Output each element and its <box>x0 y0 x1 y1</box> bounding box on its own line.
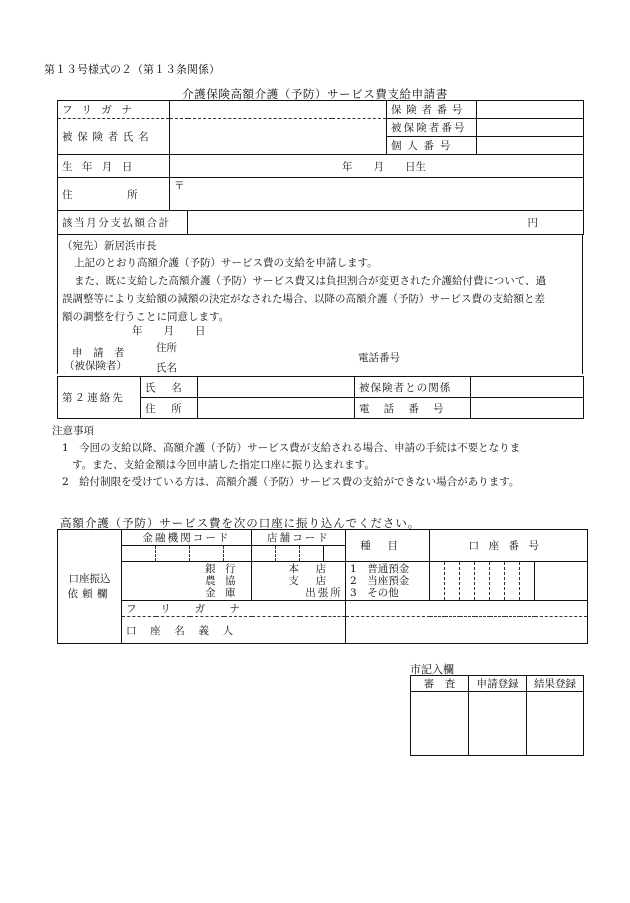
holder-furigana-label: フリガナ <box>122 601 346 617</box>
inst-bank: 銀行 <box>205 563 246 575</box>
yen-unit: 円 <box>527 217 538 229</box>
note-item-1: 1 今回の支給以降、高額介護（予防）サービス費が支給される場合、申請の手続は不要となりま <box>62 442 521 454</box>
declaration-line-3: 誤調整等により支給額の減額の決定がなされた場合、以降の高額介護（予防）サービス費の支給額と差 <box>62 293 545 305</box>
bank-table <box>57 529 588 644</box>
bank-code-digit-4[interactable] <box>224 546 252 562</box>
office-table <box>410 675 584 756</box>
type-current: 2 当座預金 <box>350 575 410 587</box>
address-label: 住所 <box>58 178 170 211</box>
notes-heading: 注意事項 <box>52 425 94 437</box>
contact-name-label: 氏名 <box>141 377 198 398</box>
type-ordinary: 1 普通預金 <box>350 563 410 575</box>
holder-field[interactable] <box>346 617 588 644</box>
account-digit-1[interactable] <box>430 562 445 601</box>
form-number: 第１３号様式の２（第１３条関係） <box>44 63 220 76</box>
account-digit-7[interactable] <box>520 562 535 601</box>
bank-code-digit-1[interactable] <box>122 546 156 562</box>
applicant-label: 申 請 者 <box>72 347 125 359</box>
account-digit-5[interactable] <box>490 562 505 601</box>
postal-mark: 〒 <box>174 180 185 192</box>
personal-number-label: 個人番号 <box>387 137 477 155</box>
contact-relation-label: 被保険者との関係 <box>355 377 471 398</box>
applicant-table <box>57 100 584 235</box>
contact-phone-label: 電話番号 <box>355 398 471 419</box>
address-field[interactable] <box>170 178 584 211</box>
contact-relation-field[interactable] <box>471 377 584 398</box>
holder-label: 口座名義人 <box>122 617 346 644</box>
insured-number-field[interactable] <box>477 119 584 137</box>
branch-type[interactable] <box>252 562 346 601</box>
institution-type[interactable] <box>122 562 252 601</box>
office-application-field[interactable] <box>469 692 527 756</box>
birth-date-field[interactable]: 年 月 日生 <box>170 155 584 178</box>
account-spare <box>535 562 588 601</box>
applicant-name-label: 氏名 <box>156 362 177 374</box>
branch-code-digit-3[interactable] <box>300 546 324 562</box>
applicant-sub-label: （被保険者） <box>64 360 127 372</box>
office-col-application: 申請登録 <box>469 676 527 692</box>
declaration-line-4: 額の調整を行うことに同意します。 <box>62 311 230 323</box>
branch-branch: 支店 <box>288 575 344 587</box>
personal-number-field[interactable] <box>477 137 584 155</box>
notes-section <box>52 423 592 491</box>
addressee: （宛先）新居浜市長 <box>62 240 157 252</box>
contact-table <box>57 376 584 419</box>
insured-name-field[interactable] <box>170 119 387 155</box>
total-label: 該当月分支払額合計 <box>58 211 188 235</box>
account-digit-3[interactable] <box>460 562 475 601</box>
insurer-number-label: 保険者番号 <box>387 101 477 119</box>
office-heading: 市記入欄 <box>410 663 454 676</box>
note-item-1-cont: す。また、支給金額は今回申請した指定口座に振り込まれます。 <box>72 459 375 471</box>
declaration-line-1: 上記のとおり高額介護（予防）サービス費の支給を申請します。 <box>74 257 378 269</box>
insured-name-label: 被保険者氏名 <box>58 119 170 155</box>
holder-furigana-field[interactable] <box>346 601 588 617</box>
type-other: 3 その他 <box>350 587 399 599</box>
account-digit-4[interactable] <box>475 562 490 601</box>
bank-code-digit-3[interactable] <box>190 546 224 562</box>
declaration-box <box>57 234 583 374</box>
furigana-field[interactable] <box>170 101 387 119</box>
office-col-result: 結果登録 <box>527 676 584 692</box>
branch-code-digit-2[interactable] <box>276 546 300 562</box>
contact-address-label: 住所 <box>141 398 198 419</box>
bank-code-digit-2[interactable] <box>156 546 190 562</box>
bank-side-label <box>58 530 122 644</box>
account-type[interactable] <box>346 562 430 601</box>
account-number-header: 口座番号 <box>430 530 588 562</box>
contact-address-field[interactable] <box>198 398 355 419</box>
office-result-field[interactable] <box>527 692 584 756</box>
branch-code-header: 店舗コード <box>252 530 346 546</box>
furigana-label: フリガナ <box>58 101 170 119</box>
page-title: 介護保険高額介護（予防）サービス費支給申請書 <box>182 87 448 101</box>
inst-agri: 農協 <box>205 575 246 587</box>
bank-code-header: 金融機関コード <box>122 530 252 546</box>
declaration-line-2: また、既に支給した高額介護（予防）サービス費又は負担割合が変更された介護給付費について、過 <box>74 275 547 287</box>
birth-date-label: 生年月日 <box>58 155 170 178</box>
contact-phone-field[interactable] <box>471 398 584 419</box>
insurer-number-field[interactable] <box>477 101 584 119</box>
inst-shinkin: 金庫 <box>205 587 246 599</box>
type-header: 種目 <box>346 530 430 562</box>
contact-label: 第２連絡先 <box>58 377 141 419</box>
applicant-phone-label: 電話番号 <box>358 352 400 364</box>
bank-side-label-2: 依頼欄 <box>67 587 112 600</box>
bank-side-label-1: 口座振込 <box>68 572 111 585</box>
branch-code-digit-1[interactable] <box>252 546 276 562</box>
insured-number-label: 被保険者番号 <box>387 119 477 137</box>
applicant-address-label: 住所 <box>156 342 177 354</box>
note-item-2: 2 給付制限を受けている方は、高額介護（予防）サービス費の支給ができない場合があります。 <box>62 476 520 488</box>
branch-sub: 出張所 <box>305 587 344 599</box>
total-field[interactable] <box>188 211 584 235</box>
office-col-review: 審 査 <box>411 676 469 692</box>
office-review-field[interactable] <box>411 692 469 756</box>
account-digit-2[interactable] <box>445 562 460 601</box>
account-digit-6[interactable] <box>505 562 520 601</box>
declaration-date[interactable]: 年 月 日 <box>132 325 206 337</box>
branch-main: 本店 <box>288 563 344 575</box>
contact-name-field[interactable] <box>198 377 355 398</box>
bank-heading: 高額介護（予防）サービス費を次の口座に振り込んでください。 <box>60 516 421 530</box>
branch-code-digit-4[interactable] <box>324 546 346 562</box>
